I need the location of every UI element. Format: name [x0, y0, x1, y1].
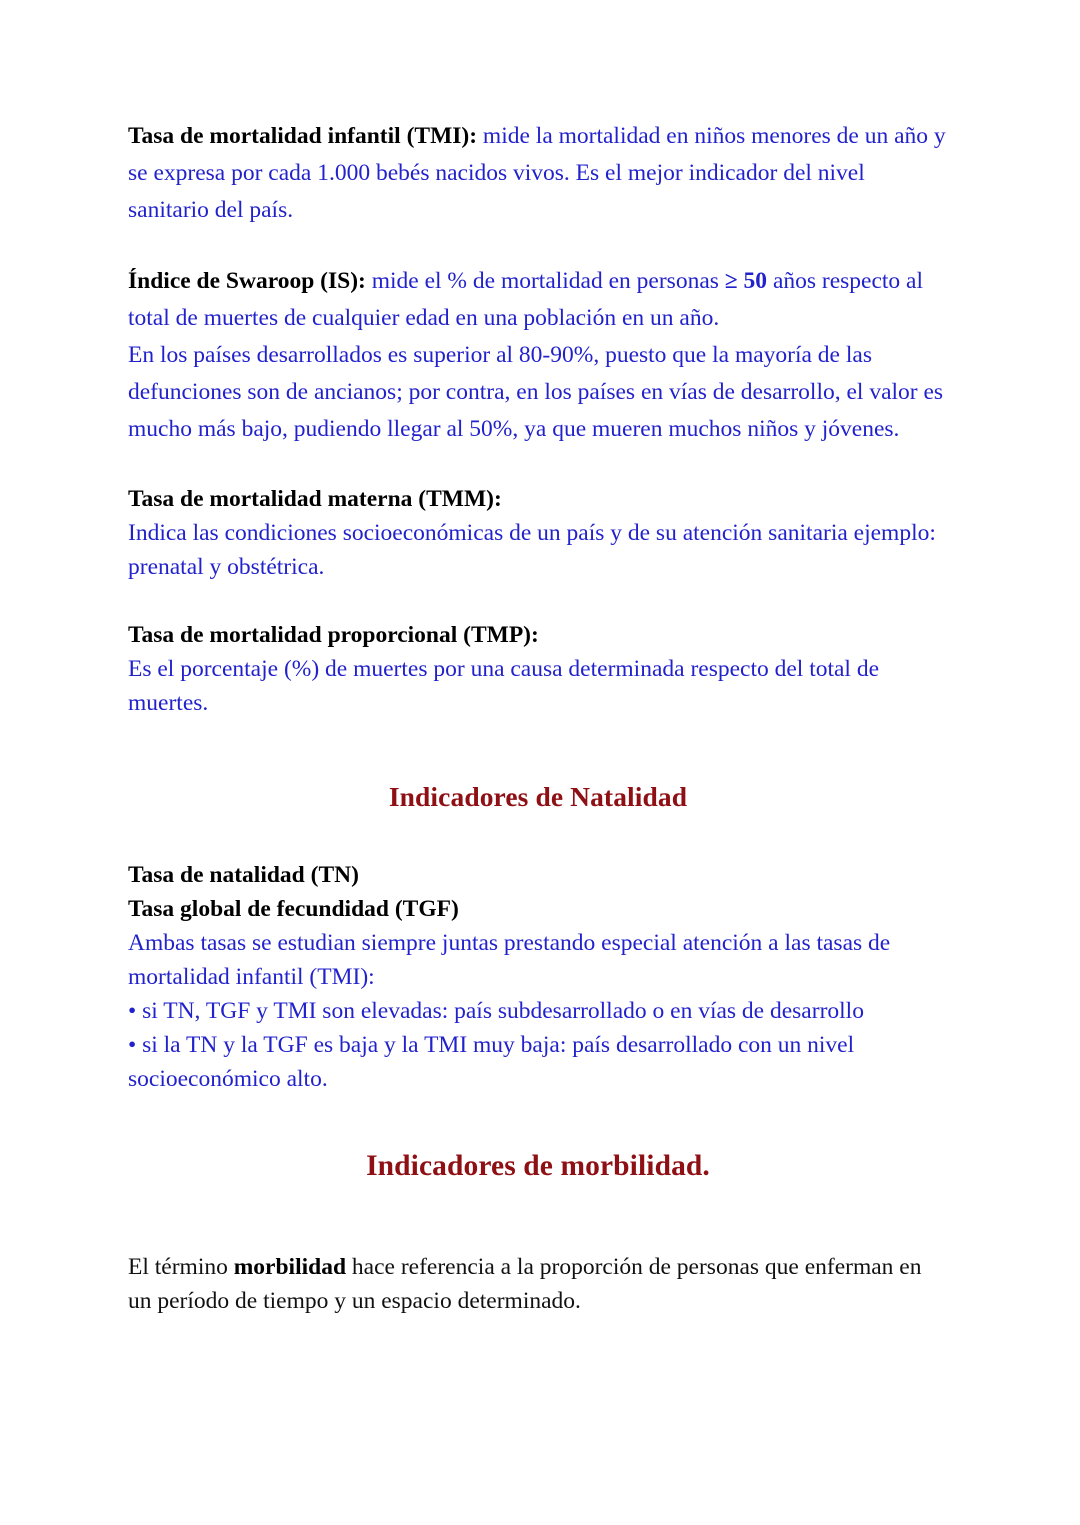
definition-swaroop-text-after: años respecto al total de muertes de cualquier edad en una población en un año.	[128, 268, 924, 331]
labeled-block-tmp-text: Es el porcentaje (%) de muertes por una causa determinada respecto del total de muertes.	[128, 656, 880, 716]
spacer	[128, 229, 948, 263]
labeled-block-tmm	[128, 482, 948, 584]
spacer	[128, 448, 948, 482]
labeled-block-tmm-text: Indica las condiciones socioeconómicas de un país y de su atención sanitaria ejemplo: prenatal y obstétrica.	[128, 520, 936, 580]
spacer	[128, 1096, 948, 1148]
natalidad-bullet-1: • si TN, TGF y TMI son elevadas: país subdesarrollado o en vías de desarrollo	[128, 998, 864, 1024]
definition-swaroop	[128, 263, 948, 337]
document-body	[128, 118, 948, 1318]
natalidad-block	[128, 858, 948, 1096]
natalidad-bullet-2: • si la TN y la TGF es baja y la TMI muy baja: país desarrollado con un nivel socioeconómico alto.	[128, 1032, 855, 1092]
labeled-block-tmm-label: Tasa de mortalidad materna (TMM):	[128, 486, 502, 512]
heading-indicadores-natalidad: Indicadores de Natalidad	[388, 781, 688, 812]
morbilidad-text-after: hace referencia a la proporción de personas que enferman en un período de tiempo y un espacio determinado.	[128, 1254, 922, 1314]
definition-tmi-text: mide la mortalidad en niños menores de un año y se expresa por cada 1.000 bebés nacidos vivos. Es el mejor indicador del nivel sanitario del país.	[128, 123, 946, 223]
paragraph-swaroop-detail: En los países desarrollados es superior al 80-90%, puesto que la mayoría de las defunciones son de ancianos; por contra, en los países en vías de desarrollo, el valor es mucho más bajo, pudiendo llegar al 50%, ya que mueren muchos niños y jóvenes.	[128, 342, 944, 442]
labeled-block-tmp-label: Tasa de mortalidad proporcional (TMP):	[128, 622, 539, 648]
spacer	[128, 814, 948, 858]
heading-indicadores-morbilidad: Indicadores de morbilidad.	[366, 1150, 710, 1182]
natalidad-label-tn: Tasa de natalidad (TN)	[128, 862, 359, 888]
spacer	[128, 1184, 948, 1250]
labeled-block-tmp	[128, 618, 948, 720]
natalidad-label-tgf: Tasa global de fecundidad (TGF)	[128, 896, 459, 922]
definition-swaroop-emphasis: ≥ 50	[724, 268, 768, 294]
spacer	[128, 584, 948, 618]
definition-tmi	[128, 118, 948, 229]
definition-swaroop-label: Índice de Swaroop (IS):	[128, 268, 366, 294]
natalidad-intro: Ambas tasas se estudian siempre juntas prestando especial atención a las tasas de mortalidad infantil (TMI):	[128, 930, 891, 990]
morbilidad-text-before: El término	[128, 1254, 234, 1280]
morbilidad-emphasis: morbilidad	[233, 1254, 347, 1280]
spacer	[128, 720, 948, 780]
definition-tmi-label: Tasa de mortalidad infantil (TMI):	[128, 123, 478, 149]
definition-swaroop-text-before: mide el % de mortalidad en personas	[365, 268, 725, 294]
paragraph-morbilidad	[128, 1250, 948, 1318]
